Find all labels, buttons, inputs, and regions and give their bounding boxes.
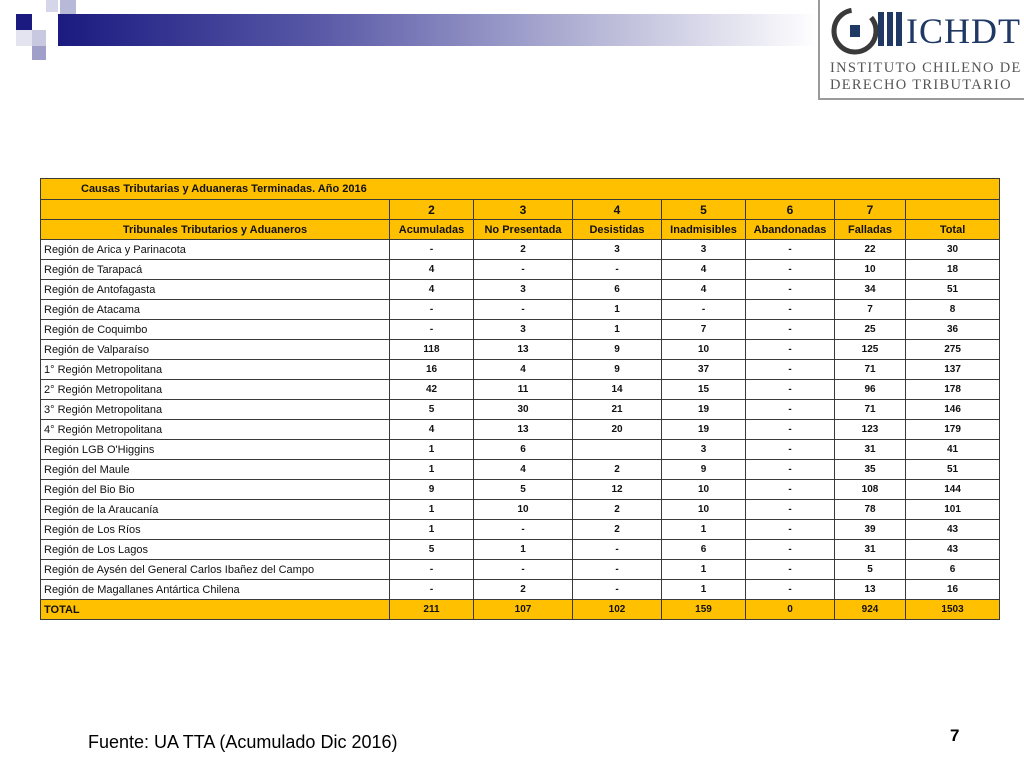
table-cell: 14 — [573, 380, 662, 400]
table-cell: 19 — [662, 420, 746, 440]
table-cell: 3 — [474, 320, 573, 340]
table-cell: 4 — [474, 360, 573, 380]
table-cell: 96 — [835, 380, 906, 400]
table-cell: 146 — [906, 400, 1000, 420]
table-cell: 1 — [662, 580, 746, 600]
table-cell: 20 — [573, 420, 662, 440]
column-number-row — [41, 200, 1000, 220]
column-number-cell: 2 — [390, 200, 474, 220]
table-cell: - — [573, 540, 662, 560]
row-region-name: Región del Maule — [41, 460, 390, 480]
table-cell: - — [390, 240, 474, 260]
total-cell: 924 — [835, 600, 906, 620]
table-cell: - — [390, 560, 474, 580]
table-cell: 25 — [835, 320, 906, 340]
table-row — [41, 400, 1000, 420]
table-row — [41, 420, 1000, 440]
table-cell: 4 — [390, 420, 474, 440]
table-cell: - — [474, 560, 573, 580]
table-cell: 51 — [906, 460, 1000, 480]
table-cell: 21 — [573, 400, 662, 420]
table-cell: 4 — [390, 280, 474, 300]
causes-table — [40, 178, 1000, 620]
table-cell: 2 — [474, 580, 573, 600]
table-cell: 6 — [662, 540, 746, 560]
table-cell: 18 — [906, 260, 1000, 280]
table-row — [41, 360, 1000, 380]
table-row — [41, 340, 1000, 360]
column-number-cell: 6 — [746, 200, 835, 220]
table-cell: 3 — [573, 240, 662, 260]
logo-subtitle-line1: INSTITUTO CHILENO DE — [830, 60, 1022, 76]
table-cell: - — [746, 560, 835, 580]
table-cell: - — [746, 580, 835, 600]
table-cell: 7 — [835, 300, 906, 320]
table-cell: - — [746, 400, 835, 420]
table-cell: 4 — [474, 460, 573, 480]
table-row — [41, 440, 1000, 460]
table-cell: 9 — [662, 460, 746, 480]
row-region-name: 4° Región Metropolitana — [41, 420, 390, 440]
decor-square — [16, 14, 32, 30]
table-cell: 39 — [835, 520, 906, 540]
table-cell: 5 — [390, 540, 474, 560]
column-header: Abandonadas — [746, 220, 835, 240]
row-region-name: Región de Arica y Parinacota — [41, 240, 390, 260]
table-row — [41, 480, 1000, 500]
table-cell: 125 — [835, 340, 906, 360]
table-cell: 78 — [835, 500, 906, 520]
table-cell: - — [746, 260, 835, 280]
table-cell: 31 — [835, 440, 906, 460]
table-cell: - — [474, 260, 573, 280]
decor-square — [32, 30, 46, 46]
table-cell: - — [662, 300, 746, 320]
table-row — [41, 540, 1000, 560]
row-region-name: Región de Magallanes Antártica Chilena — [41, 580, 390, 600]
table-cell: - — [746, 320, 835, 340]
logo-wordmark: ICHDT — [906, 11, 1021, 51]
row-region-name: 2° Región Metropolitana — [41, 380, 390, 400]
table-row — [41, 560, 1000, 580]
table-cell: - — [746, 420, 835, 440]
table-cell: 41 — [906, 440, 1000, 460]
table-cell: 12 — [573, 480, 662, 500]
table-cell: 22 — [835, 240, 906, 260]
table-cell: 6 — [474, 440, 573, 460]
header-gradient-bar — [58, 14, 818, 46]
table-cell: - — [390, 320, 474, 340]
table-cell: - — [746, 480, 835, 500]
row-header-label: Tribunales Tributarios y Aduaneros — [41, 220, 390, 240]
column-header: Acumuladas — [390, 220, 474, 240]
table-cell: - — [390, 580, 474, 600]
table-cell: 13 — [474, 420, 573, 440]
total-cell: 211 — [390, 600, 474, 620]
table-cell: - — [390, 300, 474, 320]
table-cell: 4 — [390, 260, 474, 280]
table-cell: 1 — [390, 520, 474, 540]
table-cell — [573, 440, 662, 460]
table-cell: - — [573, 260, 662, 280]
table-cell: 4 — [662, 280, 746, 300]
table-cell: - — [474, 520, 573, 540]
table-cell: 118 — [390, 340, 474, 360]
table-cell: 144 — [906, 480, 1000, 500]
table-row — [41, 240, 1000, 260]
row-region-name: Región de la Araucanía — [41, 500, 390, 520]
row-region-name: 3° Región Metropolitana — [41, 400, 390, 420]
column-number-cell: 7 — [835, 200, 906, 220]
table-cell: 51 — [906, 280, 1000, 300]
column-number-cell: 4 — [573, 200, 662, 220]
row-region-name: Región de Valparaíso — [41, 340, 390, 360]
total-cell: 107 — [474, 600, 573, 620]
table-cell: - — [746, 500, 835, 520]
table-cell: - — [746, 280, 835, 300]
table-row — [41, 500, 1000, 520]
column-number-cell — [41, 200, 390, 220]
column-header: Desistidas — [573, 220, 662, 240]
ichdt-logo — [818, 0, 1024, 100]
row-region-name: Región del Bio Bio — [41, 480, 390, 500]
row-region-name: 1° Región Metropolitana — [41, 360, 390, 380]
table-cell: 123 — [835, 420, 906, 440]
row-region-name: Región de Aysén del General Carlos Ibañez del Campo — [41, 560, 390, 580]
row-region-name: Región LGB O'Higgins — [41, 440, 390, 460]
table-cell: - — [746, 460, 835, 480]
column-number-cell: 3 — [474, 200, 573, 220]
total-cell: 0 — [746, 600, 835, 620]
table-cell: 178 — [906, 380, 1000, 400]
table-cell: 10 — [662, 480, 746, 500]
table-cell: 5 — [835, 560, 906, 580]
decor-square — [16, 30, 32, 46]
column-header: Inadmisibles — [662, 220, 746, 240]
table-cell: 10 — [662, 500, 746, 520]
table-row — [41, 320, 1000, 340]
table-cell: 2 — [573, 500, 662, 520]
table-cell: 1 — [390, 460, 474, 480]
table-cell: 34 — [835, 280, 906, 300]
table-cell: 2 — [573, 520, 662, 540]
table-cell: 7 — [662, 320, 746, 340]
table-cell: 43 — [906, 520, 1000, 540]
table-cell: 4 — [662, 260, 746, 280]
table-row — [41, 580, 1000, 600]
table-row — [41, 300, 1000, 320]
row-region-name: Región de Los Ríos — [41, 520, 390, 540]
table-cell: 19 — [662, 400, 746, 420]
decor-square — [60, 0, 76, 14]
table-cell: - — [746, 340, 835, 360]
table-cell: 101 — [906, 500, 1000, 520]
table-cell: - — [746, 300, 835, 320]
decor-square — [46, 0, 58, 12]
table-cell: - — [746, 360, 835, 380]
table-cell: 1 — [390, 500, 474, 520]
column-header: Falladas — [835, 220, 906, 240]
table-cell: 10 — [662, 340, 746, 360]
table-cell: 71 — [835, 360, 906, 380]
page-number: 7 — [950, 726, 960, 745]
table-cell: 13 — [835, 580, 906, 600]
table-cell: 8 — [906, 300, 1000, 320]
table-cell: - — [474, 300, 573, 320]
table-cell: 11 — [474, 380, 573, 400]
table-cell: 1 — [390, 440, 474, 460]
row-region-name: Región de Antofagasta — [41, 280, 390, 300]
table-cell: - — [746, 240, 835, 260]
column-number-cell — [906, 200, 1000, 220]
table-cell: 37 — [662, 360, 746, 380]
table-cell: 16 — [906, 580, 1000, 600]
table-cell: 13 — [474, 340, 573, 360]
table-cell: 15 — [662, 380, 746, 400]
table-cell: - — [573, 560, 662, 580]
table-cell: 36 — [906, 320, 1000, 340]
table-cell: 9 — [573, 340, 662, 360]
table-cell: 179 — [906, 420, 1000, 440]
decor-square — [32, 46, 46, 60]
table-cell: 42 — [390, 380, 474, 400]
table-cell: - — [746, 440, 835, 460]
logo-subtitle-line2: DERECHO TRIBUTARIO — [830, 77, 1012, 93]
table-cell: 3 — [662, 440, 746, 460]
table-row — [41, 260, 1000, 280]
table-row — [41, 520, 1000, 540]
table-cell: 9 — [390, 480, 474, 500]
table-cell: 6 — [573, 280, 662, 300]
table-cell: 5 — [474, 480, 573, 500]
column-number-cell: 5 — [662, 200, 746, 220]
table-cell: 275 — [906, 340, 1000, 360]
table-cell: 6 — [906, 560, 1000, 580]
column-header: No Presentada — [474, 220, 573, 240]
total-label: TOTAL — [41, 600, 390, 620]
table-cell: 30 — [906, 240, 1000, 260]
table-cell: 35 — [835, 460, 906, 480]
table-cell: 9 — [573, 360, 662, 380]
table-cell: 108 — [835, 480, 906, 500]
table-cell: 1 — [573, 320, 662, 340]
table-cell: 2 — [573, 460, 662, 480]
table-cell: 43 — [906, 540, 1000, 560]
ichdt-bars-icon — [878, 12, 902, 46]
source-footnote: Fuente: UA TTA (Acumulado Dic 2016) — [88, 732, 398, 752]
table-cell: 137 — [906, 360, 1000, 380]
table-cell: - — [573, 580, 662, 600]
row-region-name: Región de Coquimbo — [41, 320, 390, 340]
table-row — [41, 460, 1000, 480]
table-cell: 3 — [662, 240, 746, 260]
table-cell: 10 — [835, 260, 906, 280]
table-cell: - — [746, 540, 835, 560]
table-cell: - — [746, 520, 835, 540]
ichdt-emblem-icon — [830, 6, 880, 56]
table-cell: 1 — [573, 300, 662, 320]
table-row — [41, 380, 1000, 400]
table-cell: 10 — [474, 500, 573, 520]
table-cell: 3 — [474, 280, 573, 300]
table-cell: 16 — [390, 360, 474, 380]
table-cell: 2 — [474, 240, 573, 260]
total-cell: 159 — [662, 600, 746, 620]
table-row — [41, 280, 1000, 300]
table-cell: 30 — [474, 400, 573, 420]
table-cell: - — [746, 380, 835, 400]
table-cell: 5 — [390, 400, 474, 420]
column-header: Total — [906, 220, 1000, 240]
total-cell: 102 — [573, 600, 662, 620]
row-region-name: Región de Los Lagos — [41, 540, 390, 560]
table-cell: 1 — [662, 520, 746, 540]
table-cell: 31 — [835, 540, 906, 560]
column-header-row — [41, 220, 1000, 240]
total-cell: 1503 — [906, 600, 1000, 620]
row-region-name: Región de Atacama — [41, 300, 390, 320]
table-title: Causas Tributarias y Aduaneras Terminadas. Año 2016 — [41, 179, 1000, 200]
table-cell: 1 — [662, 560, 746, 580]
total-row — [41, 600, 1000, 620]
row-region-name: Región de Tarapacá — [41, 260, 390, 280]
table-cell: 71 — [835, 400, 906, 420]
table-cell: 1 — [474, 540, 573, 560]
